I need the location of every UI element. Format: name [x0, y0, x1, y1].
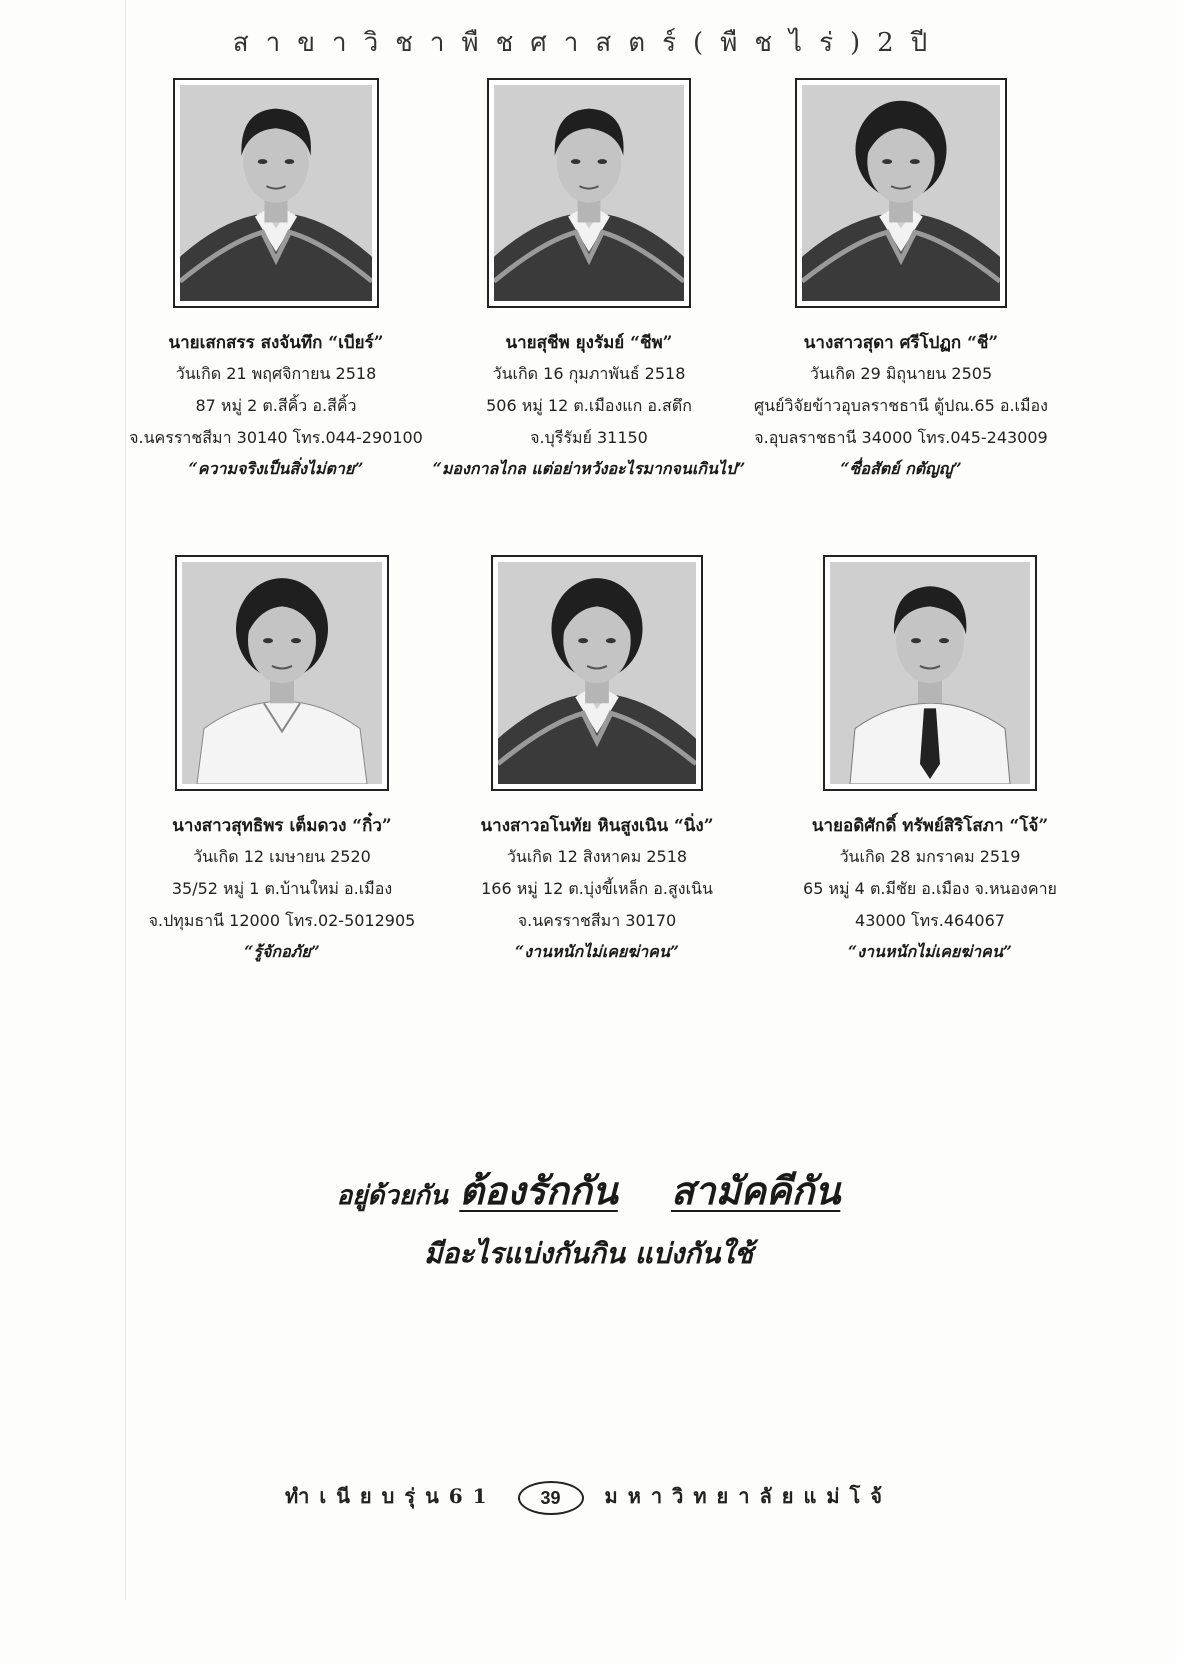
student-card: [760, 555, 1100, 967]
student-birthdate: วันเกิด 29 มิถุนายน 2505: [809, 364, 993, 383]
student-photo: [175, 555, 389, 791]
student-birthdate: วันเกิด 12 เมษายน 2520: [193, 847, 371, 866]
student-motto: “งานหนักไม่เคยฆ่าคน”: [848, 942, 1012, 961]
student-address: ศูนย์วิจัยข้าวอุบลราชธานี ตู้ปณ.65 อ.เมือง: [754, 396, 1048, 415]
student-photo: [491, 555, 703, 791]
student-address-contact: จ.อุบลราชธานี 34000 โทร.045-243009: [754, 428, 1048, 447]
slogan-love: ต้องรักกัน: [459, 1169, 618, 1213]
student-birthdate: วันเกิด 21 พฤศจิกายน 2518: [175, 364, 377, 383]
student-name: นางสาวอโนทัย หินสูงเนิน “นิ่ง”: [480, 816, 714, 836]
student-birthdate: วันเกิด 12 สิงหาคม 2518: [506, 847, 688, 866]
student-card: [106, 78, 446, 484]
student-name: นางสาวสุทธิพร เต็มดวง “กิ๋ว”: [172, 816, 392, 836]
footer-university: มหาวิทยาลัยแม่โจ้: [604, 1484, 892, 1508]
student-address: 506 หมู่ 12 ต.เมืองแก อ.สตึก: [486, 396, 692, 415]
student-address: 87 หมู่ 2 ต.สีคิ้ว อ.สีคิ้ว: [195, 396, 357, 415]
student-address: 35/52 หมู่ 1 ต.บ้านใหม่ อ.เมือง: [171, 879, 393, 898]
student-motto: “รู้จักอภัย”: [244, 942, 320, 961]
student-birthdate: วันเกิด 16 กุมภาพันธ์ 2518: [492, 364, 686, 383]
student-address-contact: จ.นครราชสีมา 30170: [517, 911, 677, 930]
student-photo: [173, 78, 379, 308]
slogan-lead: อยู่ด้วยกัน: [336, 1181, 448, 1211]
portrait-illustration: [182, 562, 382, 784]
student-photo: [823, 555, 1037, 791]
page-footer: [0, 1480, 1177, 1515]
student-card: [731, 78, 1071, 484]
student-photo: [487, 78, 691, 308]
page-header: สาขาวิชาพืชศาสตร์(พืชไร่)2ปี: [232, 28, 945, 58]
slogan-line-1: [0, 1160, 1177, 1221]
student-address-contact: จ.ปทุมธานี 12000 โทร.02-5012905: [148, 911, 416, 930]
slogan-unity: สามัคคีกัน: [670, 1169, 841, 1213]
student-card: [427, 555, 767, 967]
student-motto: “มองกาลไกล แต่อย่าหวังอะไรมากจนเกินไป”: [432, 459, 746, 478]
student-birthdate: วันเกิด 28 มกราคม 2519: [839, 847, 1021, 866]
student-name: นางสาวสุดา ศรีโปฏก “ชี”: [803, 333, 999, 353]
student-address-contact: 43000 โทร.464067: [855, 911, 1005, 930]
student-card: [419, 78, 759, 484]
portrait-illustration: [802, 85, 1000, 301]
portrait-illustration: [830, 562, 1030, 784]
student-address: 166 หมู่ 12 ต.บุ่งขี้เหล็ก อ.สูงเนิน: [481, 879, 713, 898]
footer-class-label: ทำเนียบรุ่น61: [284, 1484, 497, 1508]
student-address-contact: จ.นครราชสีมา 30140 โทร.044-290100: [129, 428, 423, 447]
student-photo: [795, 78, 1007, 308]
portrait-illustration: [180, 85, 372, 301]
portrait-illustration: [494, 85, 684, 301]
student-motto: “ความจริงเป็นสิ่งไม่ตาย”: [188, 459, 364, 478]
student-address: 65 หมู่ 4 ต.มีชัย อ.เมือง จ.หนองคาย: [803, 879, 1057, 898]
slogan-line-2: มีอะไรแบ่งกันกิน แบ่งกันใช้: [423, 1237, 754, 1270]
page-number: 39: [518, 1481, 584, 1515]
student-name: นายสุชีพ ยุงรัมย์ “ชีพ”: [505, 333, 673, 353]
student-motto: “ซื่อสัตย์ กตัญญู”: [840, 459, 962, 478]
student-address-contact: จ.บุรีรัมย์ 31150: [530, 428, 648, 447]
portrait-illustration: [498, 562, 696, 784]
student-motto: “งานหนักไม่เคยฆ่าคน”: [515, 942, 679, 961]
student-name: นายอดิศักดิ์ ทรัพย์สิริโสภา “โจ้”: [811, 816, 1049, 836]
student-name: นายเสกสรร สงจันทึก “เบียร์”: [168, 333, 384, 353]
student-card: [112, 555, 452, 967]
